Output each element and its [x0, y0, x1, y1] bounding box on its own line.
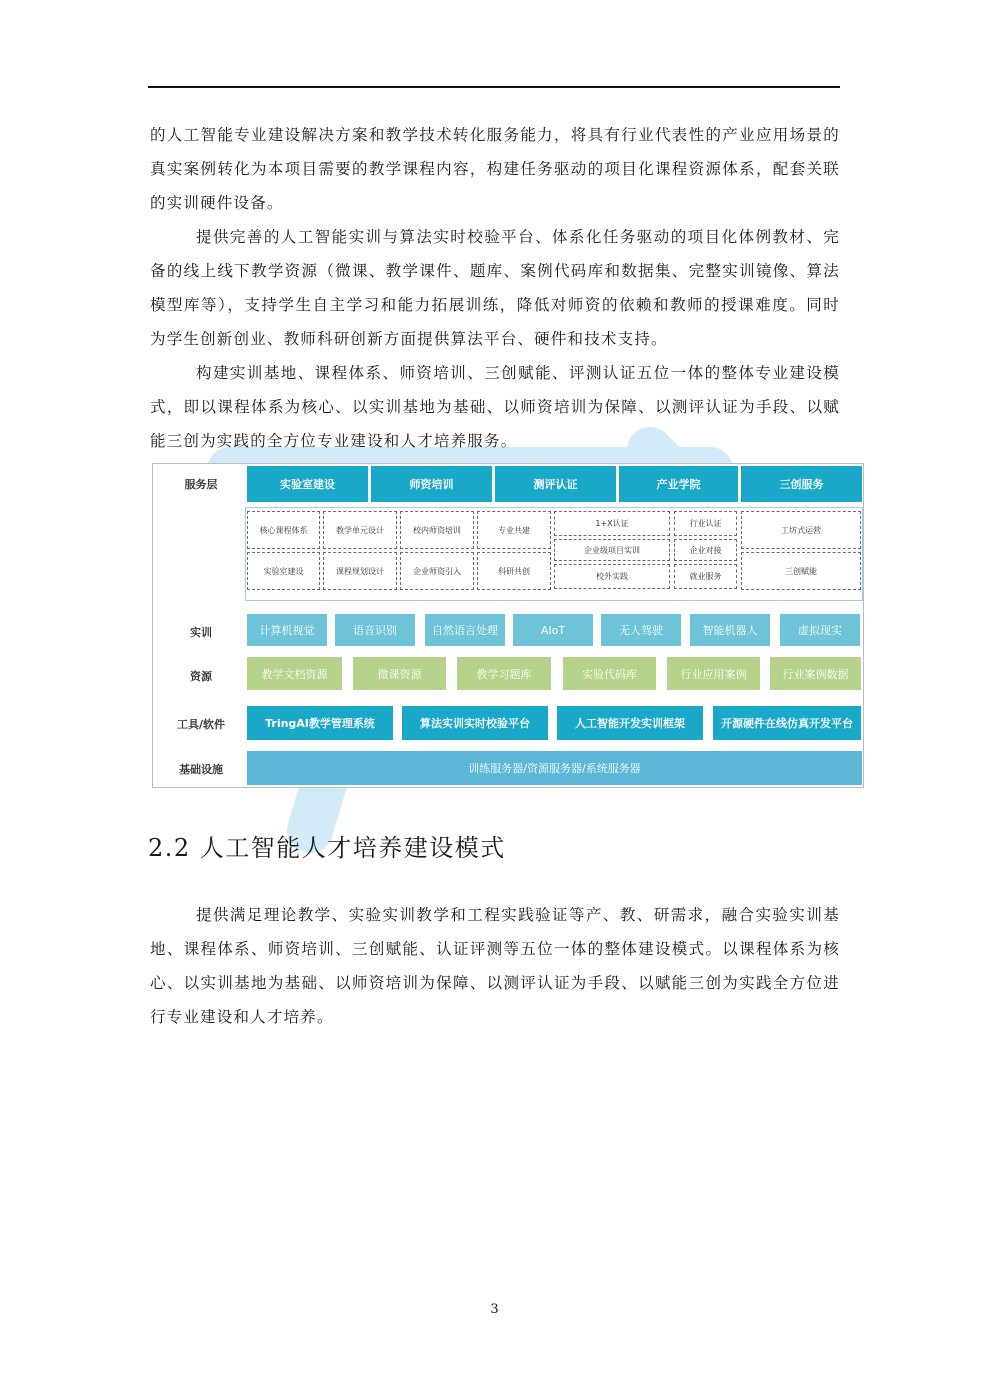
resource-item: 行业应用案例 — [667, 657, 760, 690]
sub-service-item: 校内师资培训 — [400, 511, 474, 549]
sub-service-item: 工坊式运营 — [741, 511, 861, 549]
resource-item: 实验代码库 — [563, 657, 656, 690]
training-item: 虚拟现实 — [780, 614, 860, 646]
resource-item: 微课资源 — [353, 657, 446, 690]
sub-service-item: 科研共创 — [477, 552, 551, 590]
resource-item: 教学文档资源 — [247, 657, 342, 690]
sub-service-item: 专业共建 — [477, 511, 551, 549]
sub-service-item: 企业对接 — [674, 539, 737, 561]
header-rule — [148, 86, 840, 88]
service-item: 三创服务 — [741, 466, 862, 502]
resource-item: 教学习题库 — [457, 657, 551, 690]
section-heading: 2.2 人工智能人才培养建设模式 — [148, 834, 506, 862]
training-item: 计算机视觉 — [247, 614, 327, 646]
infra-item: 训练服务器/资源服务器/系统服务器 — [247, 751, 862, 785]
sub-service-item: 企业师资引入 — [400, 552, 474, 590]
sub-service-item: 教学单元设计 — [323, 511, 397, 549]
training-item: 语音识别 — [335, 614, 415, 646]
paragraph-2: 提供完善的人工智能实训与算法实时校验平台、体系化任务驱动的项目化体例教材、完备的线上线下教学资源（微课、教学课件、题库、案例代码库和数据集、完整实训镜像、算法模型库等），支持学生自主学习和能力拓展训练，降低对师资的依赖和教师的授课难度。同时为学生创新创业、教师科研创新方面提供算法平台、硬件和技术支持。 — [150, 228, 840, 348]
tool-item: 算法实训实时校验平台 — [402, 706, 548, 740]
training-item: 自然语言处理 — [425, 614, 505, 646]
sub-service-item: 校外实践 — [554, 564, 670, 589]
label-resources: 资源 — [190, 670, 212, 683]
tool-item: TringAI教学管理系统 — [247, 706, 393, 740]
service-item: 测评认证 — [495, 466, 616, 502]
paragraph-3: 构建实训基地、课程体系、师资培训、三创赋能、评测认证五位一体的整体专业建设模式，即以课程体系为核心、以实训基地为基础、以师资培训为保障、以测评认证为手段、以赋能三创为实践的全方位专业建设和人才培养服务。 — [150, 364, 840, 450]
sub-service-item: 课程规划设计 — [323, 552, 397, 590]
page-number: 3 — [490, 1302, 499, 1317]
service-item: 产业学院 — [619, 466, 738, 502]
architecture-diagram — [152, 463, 864, 788]
label-service: 服务层 — [184, 478, 218, 491]
training-item: 智能机器人 — [690, 614, 770, 646]
service-item: 实验室建设 — [247, 466, 368, 502]
sub-service-item: 就业服务 — [674, 564, 737, 589]
sub-service-item: 行业认证 — [674, 511, 737, 536]
sub-service-item: 实验室建设 — [247, 552, 320, 590]
label-infra: 基础设施 — [179, 763, 223, 776]
paragraph-1: 的人工智能专业建设解决方案和教学技术转化服务能力，将具有行业代表性的产业应用场景的真实案例转化为本项目需要的教学课程内容，构建任务驱动的项目化课程资源体系，配套关联的实训硬件设备。 — [150, 126, 840, 212]
training-item: AIoT — [513, 614, 593, 646]
sub-service-item: 三创赋能 — [741, 552, 861, 590]
training-item: 无人驾驶 — [601, 614, 681, 646]
sub-service-item: 1+X认证 — [554, 511, 670, 536]
tool-item: 人工智能开发实训框架 — [557, 706, 703, 740]
sub-service-item: 核心课程体系 — [247, 511, 320, 549]
service-item: 师资培训 — [371, 466, 492, 502]
sub-service-item: 企业级项目实训 — [554, 539, 670, 561]
tool-item: 开源硬件在线仿真开发平台 — [713, 706, 861, 740]
label-tools: 工具/软件 — [176, 718, 226, 731]
paragraph-4: 提供满足理论教学、实验实训教学和工程实践验证等产、教、研需求，融合实验实训基地、课程体系、师资培训、三创赋能、认证评测等五位一体的整体建设模式。以课程体系为核心、以实训基地为基础、以师资培训为保障、以测评认证为手段、以赋能三创为实践全方位进行专业建设和人才培养。 — [150, 906, 840, 1026]
resource-item: 行业案例数据 — [770, 657, 861, 690]
label-training: 实训 — [190, 626, 212, 639]
